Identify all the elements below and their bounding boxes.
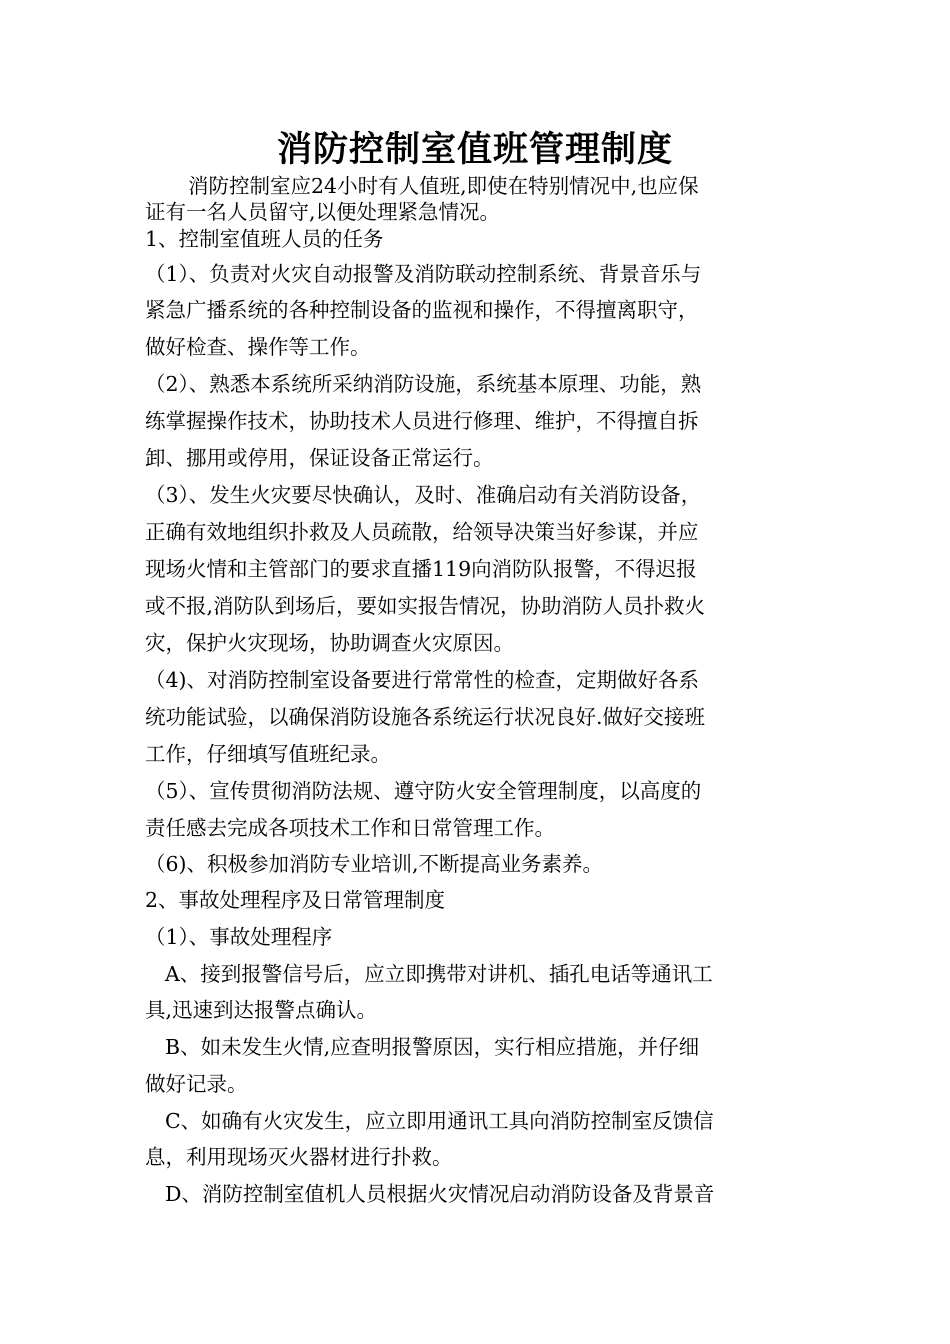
paragraph-line: 责任感去完成各项技术工作和日常管理工作。 <box>145 816 555 840</box>
paragraph-line: 练掌握操作技术，协助技术人员进行修理、维护，不得擅自拆 <box>145 409 699 433</box>
paragraph-line: 灾，保护火灾现场，协助调查火灾原因。 <box>145 631 514 655</box>
paragraph-line: （2）、熟悉本系统所采纳消防设施，系统基本原理、功能，熟 <box>145 372 702 396</box>
subsection-heading: （1）、事故处理程序 <box>145 925 333 949</box>
paragraph-line: （1）、负责对火灾自动报警及消防联动控制系统、背景音乐与 <box>145 262 702 286</box>
paragraph-line: 紧急广播系统的各种控制设备的监视和操作，不得擅离职守， <box>145 298 699 322</box>
paragraph-line: B、如未发生火情,应查明报警原因，实行相应措施，并仔细 <box>165 1035 700 1059</box>
paragraph-line: （4)、对消防控制室设备要进行常常性的检查，定期做好各系 <box>145 668 700 692</box>
paragraph-line: 工作，仔细填写值班纪录。 <box>145 742 391 766</box>
paragraph-line: 现场火情和主管部门的要求直播119向消防队报警，不得迟报 <box>145 557 697 581</box>
paragraph-line: 正确有效地组织扑救及人员疏散，给领导决策当好参谋，并应 <box>145 520 699 544</box>
paragraph-line: 做好记录。 <box>145 1072 248 1096</box>
paragraph-line: 统功能试验，以确保消防设施各系统运行状况良好.做好交接班 <box>145 705 706 729</box>
paragraph-line: D、消防控制室值机人员根据火灾情况启动消防设备及背景音 <box>165 1182 715 1206</box>
paragraph-line: 消防控制室应24小时有人值班,即使在特别情况中,也应保 <box>188 174 699 198</box>
section-heading: 1、控制室值班人员的任务 <box>145 227 384 251</box>
paragraph-line: 具,迅速到达报警点确认。 <box>145 998 378 1022</box>
paragraph-line: 证有一名人员留守,以便处理紧急情况。 <box>145 200 501 224</box>
paragraph-line: C、如确有火灾发生，应立即用通讯工具向消防控制室反馈信 <box>165 1109 714 1133</box>
paragraph-line: A、接到报警信号后，应立即携带对讲机、插孔电话等通讯工 <box>165 962 713 986</box>
section-heading: 2、事故处理程序及日常管理制度 <box>145 888 446 912</box>
paragraph-line: 卸、挪用或停用，保证设备正常运行。 <box>145 446 494 470</box>
paragraph-line: （6)、积极参加消防专业培训,不断提高业务素养。 <box>145 852 604 876</box>
paragraph-line: （5）、宣传贯彻消防法规、遵守防火安全管理制度，以高度的 <box>145 779 702 803</box>
paragraph-line: 或不报,消防队到场后，要如实报告情况，协助消防人员扑救火 <box>145 594 706 618</box>
paragraph-line: （3）、发生火灾要尽快确认，及时、准确启动有关消防设备， <box>145 483 702 507</box>
paragraph-line: 息，利用现场灭火器材进行扑救。 <box>145 1145 453 1169</box>
paragraph-line: 做好检查、操作等工作。 <box>145 335 371 359</box>
document-title: 消防控制室值班管理制度 <box>276 129 673 170</box>
